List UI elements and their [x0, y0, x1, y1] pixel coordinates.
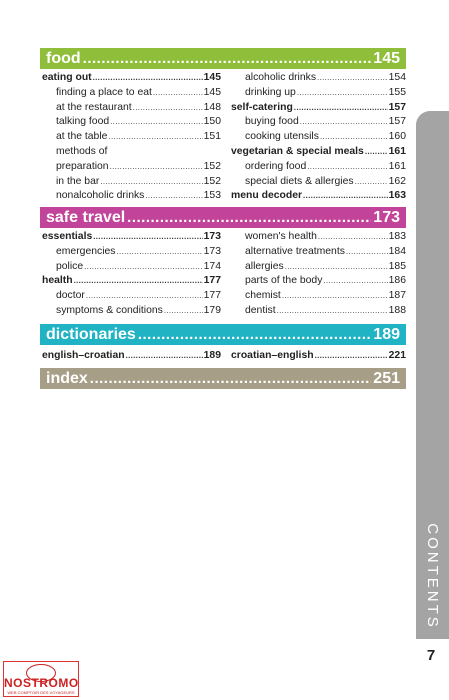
toc-entry-title: chemist [245, 290, 281, 302]
toc-entry-title: symptoms & conditions [56, 304, 163, 316]
leader-dots [138, 326, 371, 343]
toc-entry-title: at the restaurant [56, 101, 132, 113]
section-page: 145 [373, 49, 400, 67]
leader-dots [110, 162, 203, 171]
section-title: index [46, 369, 88, 387]
toc-entry-title: vegetarian & special meals [231, 145, 364, 157]
leader-dots [100, 177, 202, 186]
toc-entry[interactable] [231, 87, 406, 102]
toc-columns [40, 228, 406, 320]
leader-dots [83, 50, 372, 67]
toc-entry[interactable] [231, 190, 406, 205]
toc-entry-page: 152 [203, 175, 221, 187]
toc-entry-page: 145 [203, 72, 221, 83]
section-banner-dictionaries[interactable] [40, 324, 406, 345]
leader-dots [317, 73, 388, 82]
toc-entry[interactable] [42, 231, 221, 246]
toc-entry-title: parts of the body [245, 275, 323, 287]
toc-entry[interactable] [42, 161, 221, 176]
toc-entry-page: 162 [388, 175, 406, 187]
toc-entry-title: health [42, 275, 73, 287]
toc-entry[interactable] [42, 190, 221, 205]
toc-entry-page: 145 [203, 86, 221, 98]
toc-entry[interactable] [42, 350, 221, 365]
section-title: dictionaries [46, 325, 136, 343]
toc-entry-page: 148 [203, 101, 221, 113]
toc-entry-page: 163 [388, 190, 406, 202]
leader-dots [86, 291, 203, 300]
leader-dots [303, 191, 388, 200]
toc-entry[interactable] [231, 350, 406, 365]
toc-entry-page: 185 [388, 260, 406, 272]
toc-entry-page: 150 [203, 116, 221, 128]
toc-entry[interactable] [42, 290, 221, 305]
toc-entry-title: special diets & allergies [245, 175, 354, 187]
toc-entry-title: essentials [42, 231, 93, 242]
toc-entry-title: english–croatian [42, 350, 125, 361]
toc-entry-title: buying food [245, 116, 299, 128]
toc-entry[interactable] [231, 275, 406, 290]
toc-entry-page: 177 [203, 290, 221, 302]
toc-entry-page: 183 [388, 231, 406, 242]
leader-dots [282, 291, 388, 300]
leader-dots [323, 276, 387, 285]
toc-column-left [40, 72, 223, 205]
leader-dots [153, 88, 203, 97]
nostromo-stamp-logo [3, 661, 79, 697]
toc-entry[interactable] [42, 116, 221, 131]
toc-entry-title: police [56, 260, 84, 272]
toc-entry[interactable] [42, 146, 221, 161]
toc-entry[interactable] [231, 231, 406, 246]
section-food [40, 48, 406, 205]
leader-dots [315, 351, 388, 360]
toc-entry-page: 152 [203, 160, 221, 172]
toc-entry[interactable] [231, 146, 406, 161]
page-number: 7 [426, 647, 436, 664]
leader-dots [297, 88, 388, 97]
leader-dots [365, 147, 388, 156]
leader-dots [318, 232, 388, 241]
contents-tab-label [416, 520, 449, 632]
toc-entry-title: eating out [42, 72, 92, 83]
toc-entry[interactable] [42, 275, 221, 290]
toc-entry-title: croatian–english [231, 350, 314, 361]
toc-entry[interactable] [231, 246, 406, 261]
toc-entry-page: 188 [388, 304, 406, 316]
toc-entry-title: menu decoder [231, 190, 303, 202]
toc-entry[interactable] [42, 102, 221, 117]
toc-entry-page: 157 [388, 116, 406, 128]
leader-dots [355, 177, 388, 186]
leader-dots [117, 247, 203, 256]
leader-dots [126, 351, 203, 360]
toc-entry-page: 173 [203, 231, 221, 242]
toc-entry[interactable] [42, 246, 221, 261]
toc-entry[interactable] [42, 176, 221, 191]
leader-dots [285, 262, 388, 271]
section-title: safe travel [46, 208, 126, 226]
toc-entry-page: 160 [388, 131, 406, 143]
toc-entry-title: preparation [56, 160, 109, 172]
section-banner-index[interactable] [40, 368, 406, 389]
toc-entry-page: 221 [388, 350, 406, 361]
leader-dots [294, 103, 388, 112]
toc-entry-page: 153 [203, 190, 221, 202]
section-title: food [46, 49, 81, 67]
toc-entry-title: self-catering [231, 101, 293, 113]
toc-entry[interactable] [42, 72, 221, 87]
section-safe-travel [40, 207, 406, 320]
section-dictionaries [40, 324, 406, 365]
section-banner-food[interactable] [40, 48, 406, 69]
leader-dots [277, 306, 388, 315]
toc-entry-page: 174 [203, 260, 221, 272]
toc-column-left [40, 350, 223, 365]
toc-column-right [223, 72, 406, 205]
toc-column-left [40, 231, 223, 320]
leader-dots [145, 191, 202, 200]
leader-dots [346, 247, 388, 256]
toc-column-right [223, 231, 406, 320]
toc-entry-page: 154 [388, 72, 406, 83]
toc-entry[interactable] [42, 87, 221, 102]
section-page: 189 [373, 325, 400, 343]
toc-entry[interactable] [231, 290, 406, 305]
toc-entry[interactable] [231, 102, 406, 117]
leader-dots [307, 162, 387, 171]
toc-entry-page: 157 [388, 101, 406, 113]
toc-column-right [223, 350, 406, 365]
toc-entry[interactable] [42, 131, 221, 146]
leader-dots [133, 103, 203, 112]
toc-entry-page: 151 [203, 131, 221, 143]
toc-entry-page: 189 [203, 350, 221, 361]
toc-entry-title: ordering food [245, 160, 307, 172]
toc-entry[interactable] [42, 305, 221, 320]
toc-entry-title: doctor [56, 290, 85, 302]
toc-entry-title: methods of [56, 145, 108, 157]
leader-dots [320, 132, 388, 141]
toc-entry[interactable] [42, 261, 221, 276]
leader-dots [110, 117, 203, 126]
section-index [40, 368, 406, 389]
leader-dots [74, 276, 203, 285]
section-page: 251 [373, 369, 400, 387]
toc-entry-title: emergencies [56, 245, 116, 257]
toc-entry-title: drinking up [245, 86, 296, 98]
leader-dots [93, 73, 203, 82]
toc-entry-title: dentist [245, 304, 276, 316]
toc-entry-title: alcoholic drinks [245, 72, 317, 83]
contents-tab-text: CONTENTS [424, 522, 441, 630]
toc-entry[interactable] [231, 131, 406, 146]
toc-entry[interactable] [231, 116, 406, 131]
toc-entry-page: 173 [203, 245, 221, 257]
toc-entry-title: at the table [56, 131, 108, 143]
toc-entry-page: 186 [388, 275, 406, 287]
leader-dots [164, 306, 203, 315]
stamp-name: NOSTROMO [4, 676, 79, 690]
toc-entry-title: alternative treatments [245, 245, 345, 257]
stamp-subtitle: WEB COMPTOIR DES VOYAGEURS [7, 690, 75, 695]
toc-columns [40, 69, 406, 205]
toc-entry-page: 161 [388, 145, 406, 157]
toc-entry[interactable] [231, 176, 406, 191]
section-banner-safe-travel[interactable] [40, 207, 406, 228]
leader-dots [93, 232, 202, 241]
toc-entry-title: women's health [245, 231, 317, 242]
section-page: 173 [373, 208, 400, 226]
leader-dots [108, 132, 202, 141]
toc-entry-page: 161 [388, 160, 406, 172]
leader-dots [127, 209, 371, 226]
toc-columns [40, 345, 406, 365]
toc-entry-page: 179 [203, 304, 221, 316]
toc-entry-title: allergies [245, 260, 284, 272]
leader-dots [84, 262, 203, 271]
toc-entry-title: cooking utensils [245, 131, 319, 143]
toc-entry[interactable] [231, 72, 406, 87]
toc-entry[interactable] [231, 305, 406, 320]
toc-entry-page: 177 [203, 275, 221, 287]
toc-entry-title: finding a place to eat [56, 86, 152, 98]
leader-dots [300, 117, 388, 126]
toc-entry-page: 155 [388, 86, 406, 98]
toc-entry-title: nonalcoholic drinks [56, 190, 145, 202]
toc-entry[interactable] [231, 261, 406, 276]
toc-entry-title: in the bar [56, 175, 100, 187]
toc-entry-page: 187 [388, 290, 406, 302]
toc-entry-page: 184 [388, 245, 406, 257]
toc-entry[interactable] [231, 161, 406, 176]
leader-dots [90, 370, 372, 387]
toc-entry-title: talking food [56, 116, 110, 128]
